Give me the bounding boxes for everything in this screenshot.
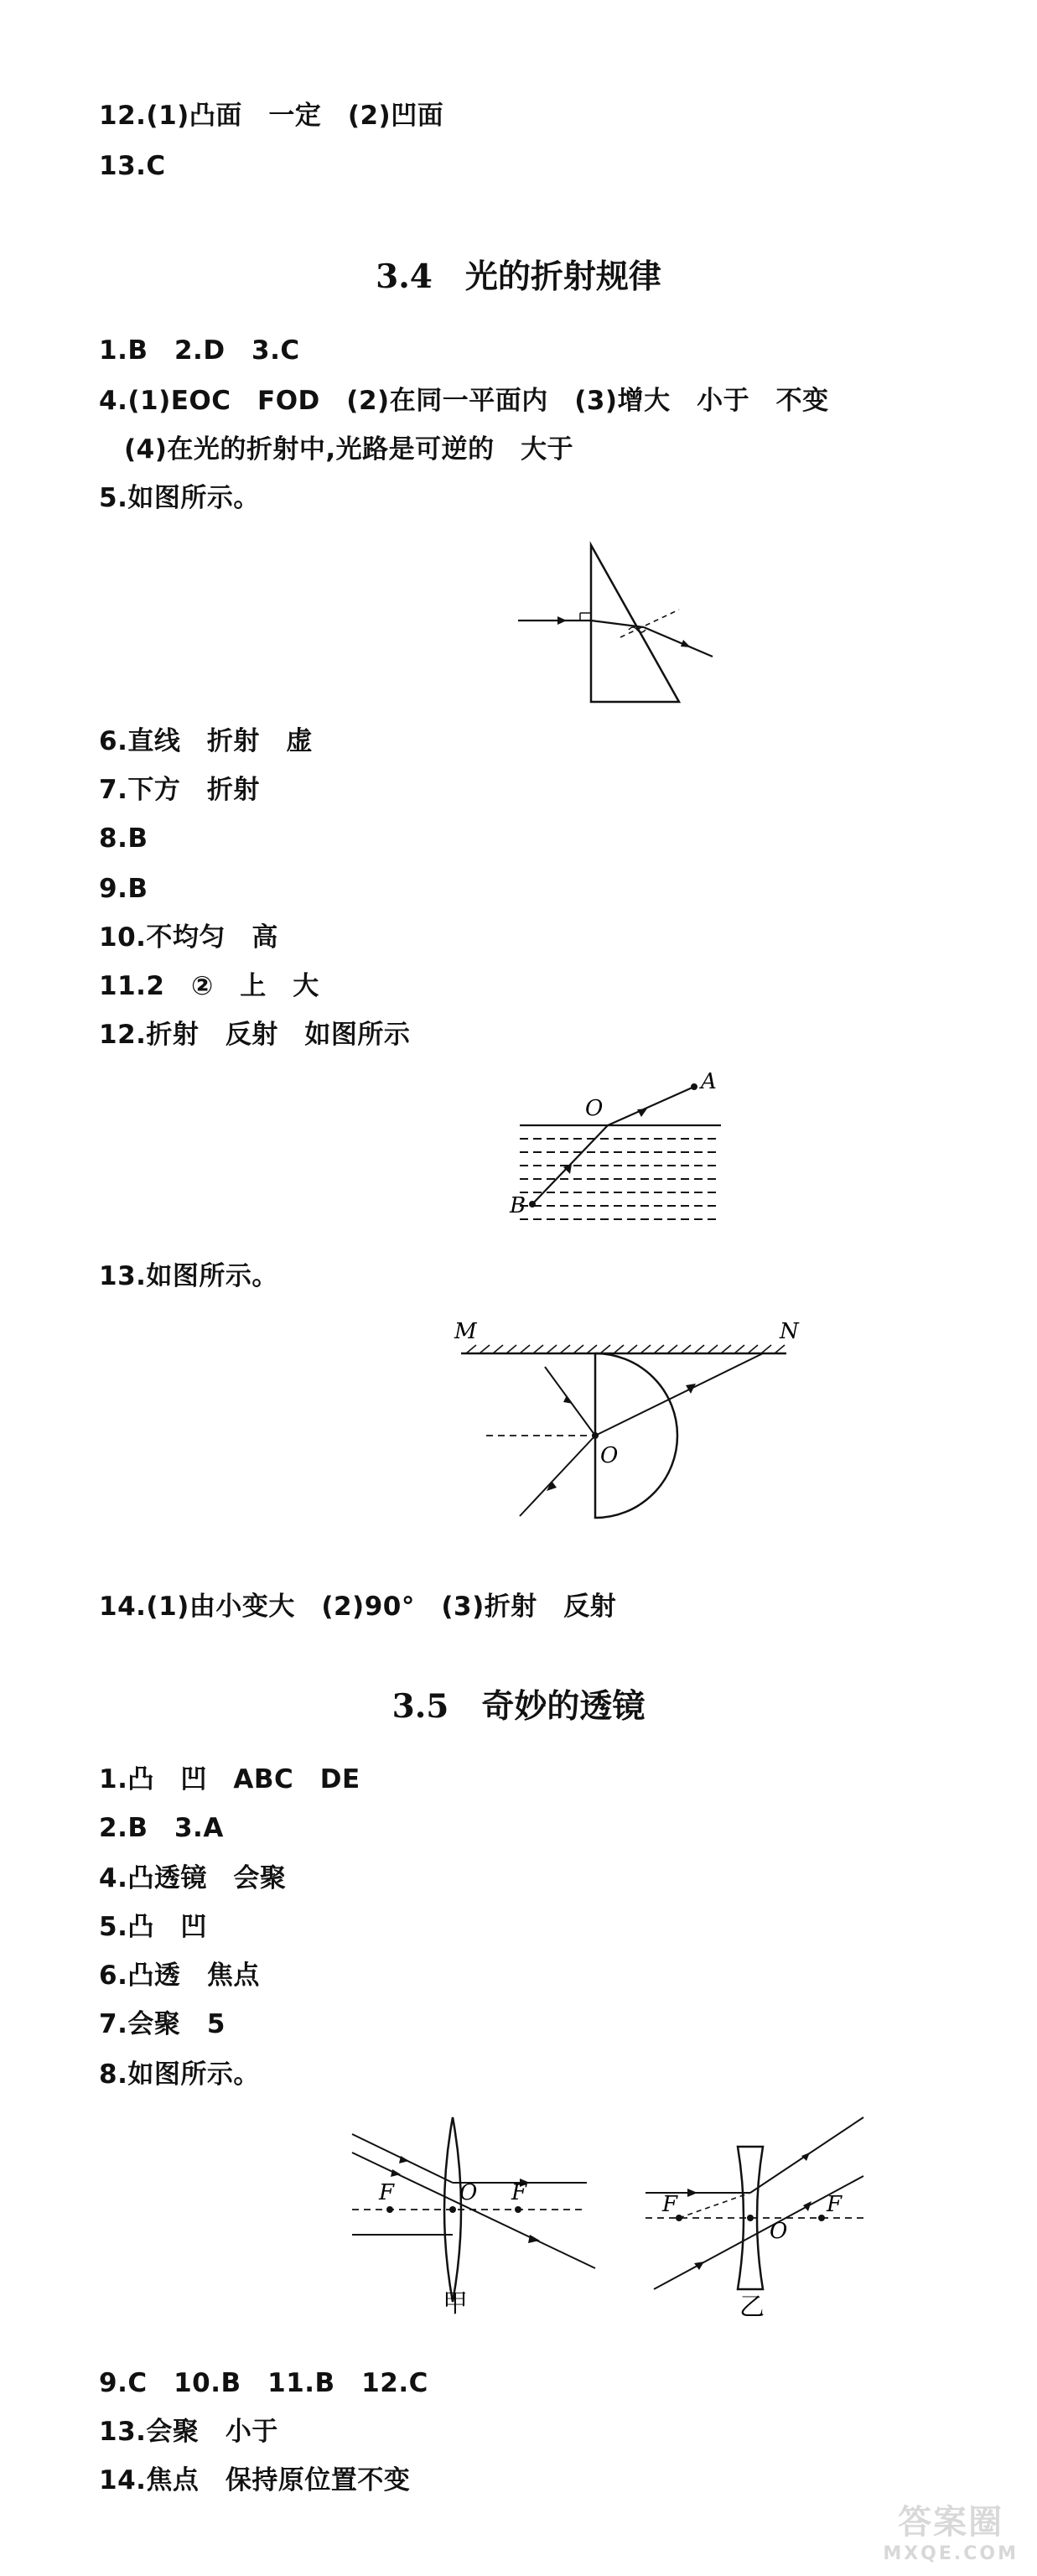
answer-4: 4.(1)EOC FOD (2)在同一平面内 (3)增大 小于 不变 xyxy=(99,386,829,416)
answer-1-3: 1.B 2.D 3.C xyxy=(99,335,300,366)
water-refraction-diagram xyxy=(503,1072,738,1239)
label-f-left: F xyxy=(379,2180,395,2205)
answer-13b: 13.如图所示。 xyxy=(99,1261,278,1291)
section-heading-3-4: 3.4 光的折射规律 xyxy=(376,257,661,296)
answer-6: 6.直线 折射 虚 xyxy=(99,726,313,756)
answer-7c: 7.会聚 5 xyxy=(99,2009,226,2039)
answer-11: 11.2 ② 上 大 xyxy=(99,971,319,1001)
watermark-logo xyxy=(883,2496,1019,2564)
caption-yi: 乙 xyxy=(739,2293,765,2319)
answer-5: 5.如图所示。 xyxy=(99,483,260,513)
answer-4c: 4.凸透镜 会聚 xyxy=(99,1863,287,1893)
watermark-title: 答案圈 xyxy=(898,2503,1004,2542)
label-o: O xyxy=(770,2219,788,2244)
concave-lens-diagram xyxy=(629,2101,880,2319)
answer-10: 10.不均匀 高 xyxy=(99,922,278,953)
answer-9: 9.B xyxy=(99,874,148,904)
label-f-right: F xyxy=(511,2180,527,2205)
label-a: A xyxy=(701,1072,717,1094)
label-o: O xyxy=(585,1096,604,1121)
answer-6c: 6.凸透 焦点 xyxy=(99,1961,260,1991)
label-n: N xyxy=(780,1319,799,1344)
label-b: B xyxy=(510,1193,526,1218)
answer-9-12c: 9.C 10.B 11.B 12.C xyxy=(99,2368,428,2398)
answer-7: 7.下方 折射 xyxy=(99,775,260,805)
label-o: O xyxy=(459,2180,478,2205)
answer-8c: 8.如图所示。 xyxy=(99,2059,260,2090)
answer-2-3c: 2.B 3.A xyxy=(99,1813,224,1843)
watermark-url: MXQE.COM xyxy=(883,2543,1019,2564)
section-heading-3-5: 3.5 奇妙的透镜 xyxy=(391,1687,646,1726)
label-m: M xyxy=(454,1319,477,1344)
answer-1c: 1.凸 凹 ABC DE xyxy=(99,1764,360,1794)
caption-jia: 甲 xyxy=(443,2289,468,2319)
answer-5c: 5.凸 凹 xyxy=(99,1912,207,1942)
answer-8: 8.B xyxy=(99,823,148,854)
answer-12b: 12.折射 反射 如图所示 xyxy=(99,1020,411,1050)
answer-12: 12.(1)凸面 一定 (2)凹面 xyxy=(99,101,444,131)
answer-14b: 14.(1)由小变大 (2)90° (3)折射 反射 xyxy=(99,1592,617,1622)
answer-4-cont: (4)在光的折射中,光路是可逆的 大于 xyxy=(124,434,574,465)
answer-13c: 13.会聚 小于 xyxy=(99,2417,278,2447)
convex-lens-diagram xyxy=(335,2101,604,2319)
semicircle-mirror-diagram xyxy=(444,1308,813,1535)
label-f-right: F xyxy=(827,2192,843,2217)
label-o: O xyxy=(600,1443,619,1468)
prism-diagram xyxy=(511,541,721,709)
answer-13: 13.C xyxy=(99,151,166,181)
label-f-left: F xyxy=(662,2192,678,2217)
answer-14c: 14.焦点 保持原位置不变 xyxy=(99,2465,411,2496)
